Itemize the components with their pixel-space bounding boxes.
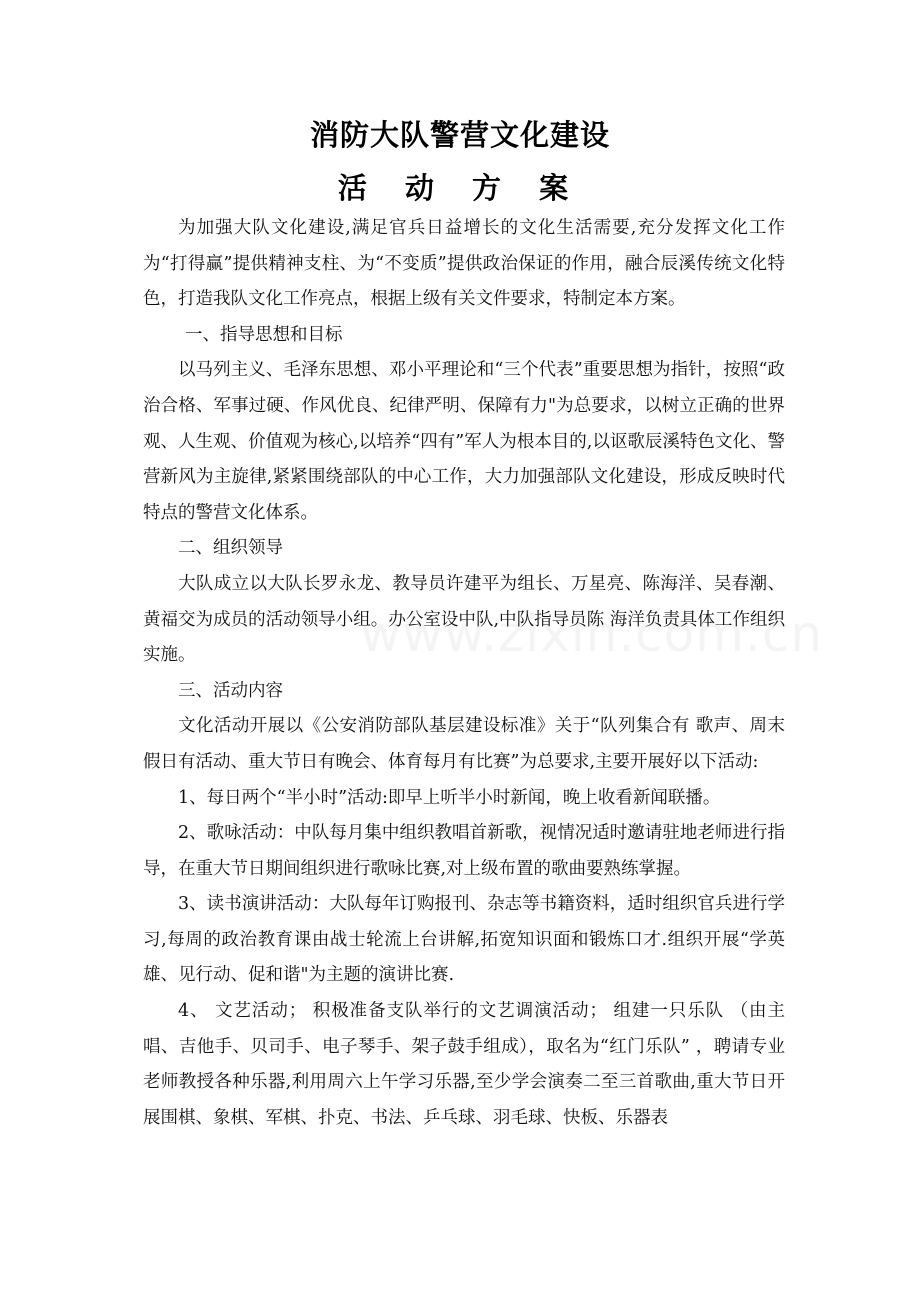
organization-paragraph: 大队成立以大队长罗永龙、教导员许建平为组长、万星亮、陈海洋、吴春潮、黄福交为成员的活动领导小组。办公室设中队,中队指导员陈 海洋负责具体工作组织实施。	[143, 573, 785, 666]
document-subtitle: 活 动 方 案	[337, 171, 583, 205]
activity-item-3: 3、读书演讲活动：大队每年订购报刊、杂志等书籍资料，适时组织官兵进行学习,每周的政治教育课由战士轮流上台讲解,拓宽知识面和锻炼口才.组织开展“学英雄、见行动、促和谐"为主题的演讲比赛.	[143, 894, 785, 986]
activity-item-2: 2、歌咏活动：中队每月集中组织教唱首新歌，视情况适时邀请驻地老师进行指导，在重大节日期间组织进行歌咏比赛,对上级布置的歌曲要熟练掌握。	[143, 823, 785, 879]
intro-paragraph: 为加强大队文化建设,满足官兵日益增长的文化生活需要,充分发挥文化工作为“打得赢”提供精神支柱、为“不变质”提供政治保证的作用，融合辰溪传统文化特色，打造我队文化工作亮点，根据上级有关文件要求，特制定本方案。	[143, 218, 785, 310]
section-heading-activities: 三、活动内容	[178, 680, 283, 701]
section-heading-organization: 二、组织领导	[178, 538, 283, 559]
document-body	[143, 211, 785, 1136]
guiding-ideology-paragraph: 以马列主义、毛泽东思想、邓小平理论和“三个代表”重要思想为指针，按照“政治合格、军事过硬、作风优良、纪律严明、保障有力"为总要求，以树立正确的世界观、人生观、价值观为核心,以培养“四有”军人为根本目的,以讴歌辰溪特色文化、警营新风为主旋律,紧紧围绕部队的中心工作，大力加强部队文化建设，形成反映时代特点的警营文化体系。	[143, 360, 785, 523]
activity-item-4: 4、 文艺活动； 积极准备支队举行的文艺调演活动； 组建一只乐队 （由主唱、吉他手、贝司手、电子琴手、架子鼓手组成），取名为“红门乐队” ，聘请专业老师教授各种乐器,利用周六上午学习乐器,至少学会演奏二至三首歌曲,重大节日开展围棋、象棋、军棋、扑克、书法、乒乓球、羽毛球、快板、乐器表	[143, 1001, 785, 1128]
activity-item-1: 1、每日两个“半小时”活动:即早上听半小时新闻，晚上收看新闻联播。	[178, 787, 721, 808]
document-title: 消防大队警营文化建设	[309, 118, 610, 152]
section-heading-guiding-ideology: 一、指导思想和目标	[185, 324, 343, 345]
activities-intro-paragraph: 文化活动开展以《公安消防部队基层建设标准》关于“队列集合有 歌声、周末假日有活动、重大节日有晚会、体育每月有比赛”为总要求,主要开展好以下活动:	[143, 716, 785, 772]
